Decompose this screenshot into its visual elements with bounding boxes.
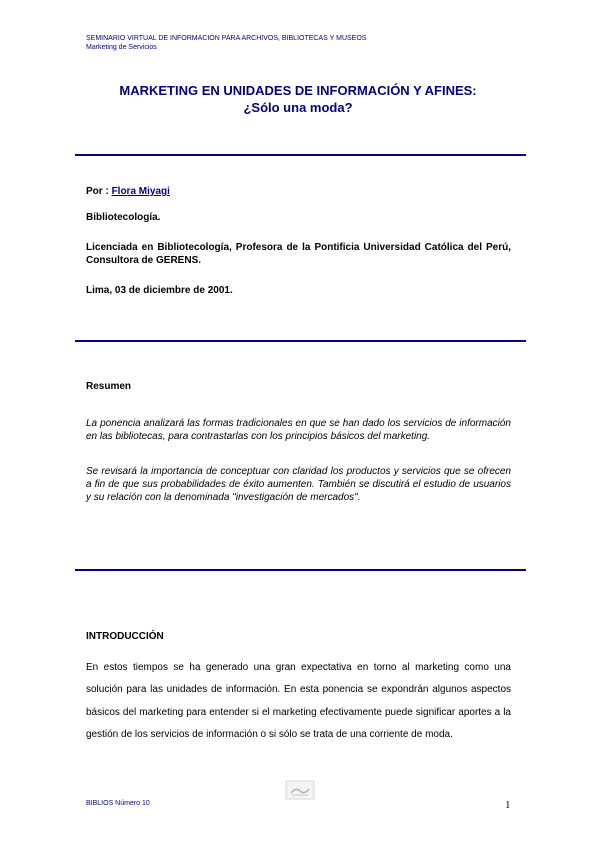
section-divider — [75, 340, 526, 342]
author-line — [86, 185, 511, 198]
biblios-logo-icon — [285, 780, 315, 800]
section-divider — [75, 569, 526, 571]
section-divider — [75, 154, 526, 156]
running-header-title: SEMINARIO VIRTUAL DE INFORMACIÓN PARA ARCHIVOS, BIBLIOTECAS Y MUSEOS — [86, 35, 367, 42]
page-number: 1 — [505, 799, 511, 811]
footer-journal: BIBLIOS Número 10 — [86, 800, 150, 807]
intro-paragraph: En estos tiempos se ha generado una gran expectativa en torno al marketing como una solución para las unidades de información. En esta ponencia se expondrán algunos aspectos básicos del marketing para entender si el marketing efectivamente puede significar aportes a la gestión de los servicios de información o si sólo se trata de una corriente de moda. — [86, 662, 511, 741]
place-date: Lima, 03 de diciembre de 2001. — [86, 285, 233, 296]
abstract-heading: Resumen — [86, 381, 132, 392]
document-title: MARKETING EN UNIDADES DE INFORMACIÓN Y AFINES: — [119, 83, 477, 98]
document-subtitle: ¿Sólo una moda? — [243, 100, 353, 115]
author-field: Bibliotecología. — [86, 212, 161, 223]
author-link[interactable]: Flora Miyagi — [111, 186, 170, 197]
running-header-subtitle: Marketing de Servicios — [86, 44, 157, 51]
abstract-paragraph: Se revisará la importancia de conceptuar con claridad los productos y servicios que se ofrecen a fin de que sus probabilidades de éxito aumenten. También se discutirá el estudio de usuarios y su relación con la denominada "investigación de mercados". — [86, 466, 511, 503]
author-credentials: Licenciada en Bibliotecología, Profesora de la Pontificia Universidad Católica del Perú, Consultora de GERENS. — [86, 242, 511, 266]
author-prefix: Por : — [86, 186, 112, 197]
abstract-paragraph: La ponencia analizará las formas tradicionales en que se han dado los servicios de información en las bibliotecas, para contrastarlas con los principios básicos del marketing. — [86, 418, 511, 442]
intro-heading: INTRODUCCIÓN — [86, 631, 164, 642]
